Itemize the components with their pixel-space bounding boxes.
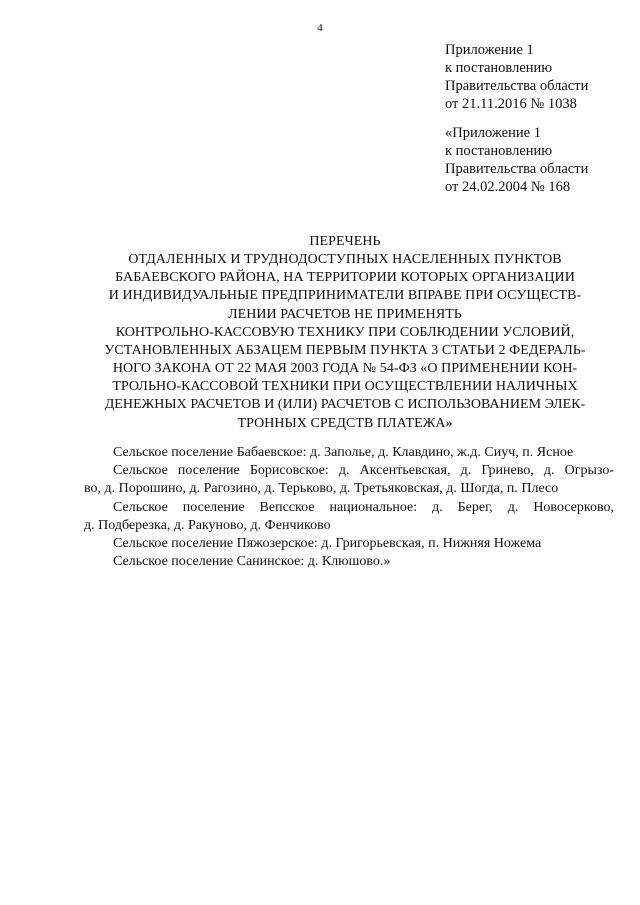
- page-number: 4: [317, 22, 323, 34]
- settlement-borisovskoe-continued: во, д. Порошино, д. Рагозино, д. Терьково, д. Третьяковская, д. Шогда, п. Плесо: [84, 481, 559, 497]
- appendix-current-line: Приложение 1: [445, 42, 534, 58]
- settlement-pyazhozerskoe: Сельское поселение Пяжозерское: д. Григорьевская, п. Нижняя Ножема: [113, 536, 542, 552]
- appendix-current-line: Правительства области: [445, 78, 589, 94]
- appendix-previous-line: Правительства области: [445, 161, 589, 177]
- heading-line: УСТАНОВЛЕННЫХ АБЗАЦЕМ ПЕРВЫМ ПУНКТА 3 СТАТЬИ 2 ФЕДЕРАЛЬ-: [104, 342, 586, 358]
- appendix-current-line: к постановлению: [445, 60, 553, 76]
- heading-line: ТРОЛЬНО-КАССОВОЙ ТЕХНИКИ ПРИ ОСУЩЕСТВЛЕНИИ НАЛИЧНЫХ: [112, 379, 578, 395]
- heading-line: ОТДАЛЕННЫХ И ТРУДНОДОСТУПНЫХ НАСЕЛЕННЫХ ПУНКТОВ: [128, 252, 562, 268]
- heading-line: ДЕНЕЖНЫХ РАСЧЕТОВ И (ИЛИ) РАСЧЕТОВ С ИСПОЛЬЗОВАНИЕМ ЭЛЕК-: [104, 397, 586, 413]
- settlement-babaevskoe: Сельское поселение Бабаевское: д. Заполье, д. Клавдино, ж.д. Сиуч, п. Ясное: [113, 445, 574, 460]
- settlement-saninskoe: Сельское поселение Санинское: д. Клюшово.»: [113, 554, 391, 570]
- appendix-previous-line: от 24.02.2004 № 168: [445, 179, 571, 195]
- appendix-current-block: [445, 41, 588, 113]
- heading-line: ТРОННЫХ СРЕДСТВ ПЛАТЕЖА»: [237, 415, 453, 431]
- appendix-current-line: от 21.11.2016 № 1038: [445, 96, 577, 112]
- heading-line: ЛЕНИИ РАСЧЕТОВ НЕ ПРИМЕНЯТЬ: [228, 306, 462, 322]
- heading-line: БАБАЕВСКОГО РАЙОНА, НА ТЕРРИТОРИИ КОТОРЫХ ОРГАНИЗАЦИИ: [115, 270, 575, 286]
- heading-line: НОГО ЗАКОНА ОТ 22 МАЯ 2003 ГОДА № 54-ФЗ «О ПРИМЕНЕНИИ КОН-: [112, 361, 578, 377]
- settlement-vepsskoe-continued: д. Подберезка, д. Ракуново, д. Фенчиково: [84, 517, 331, 533]
- heading-title: ПЕРЕЧЕНЬ: [309, 234, 381, 249]
- settlement-borisovskoe: Сельское поселение Борисовское: д. Аксентьевская, д. Гринево, д. Огрызо-: [113, 463, 614, 479]
- settlement-vepsskoe: Сельское поселение Вепсское национальное: д. Берег, д. Новосерково,: [113, 499, 614, 515]
- heading-line: КОНТРОЛЬНО-КАССОВУЮ ТЕХНИКУ ПРИ СОБЛЮДЕНИИ УСЛОВИЙ,: [115, 324, 575, 340]
- appendix-previous-line: к постановлению: [445, 143, 553, 159]
- heading-line: И ИНДИВИДУАЛЬНЫЕ ПРЕДПРИНИМАТЕЛИ ВПРАВЕ ПРИ ОСУЩЕСТВ-: [108, 288, 582, 304]
- list-heading: [70, 233, 620, 433]
- appendix-previous-block: [445, 124, 588, 196]
- settlements-list: [84, 444, 614, 571]
- appendix-previous-line: «Приложение 1: [445, 125, 541, 141]
